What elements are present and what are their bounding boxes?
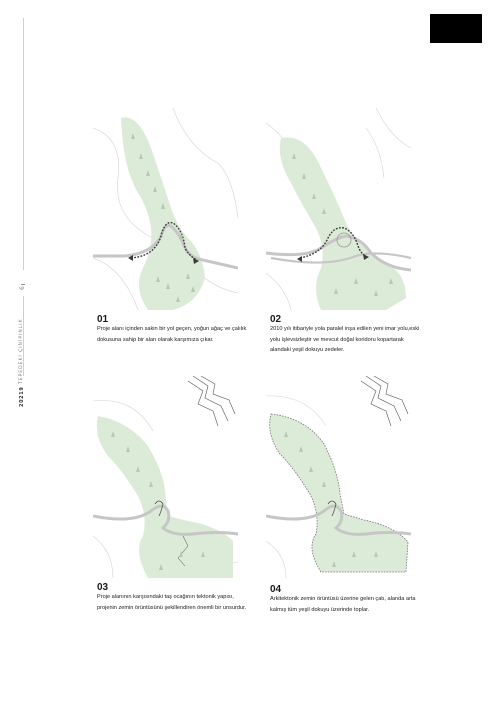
side-title: TEPEDEKİ ÇINİPINLIK: [19, 318, 24, 384]
map-panel-3: [93, 376, 238, 578]
page-number: 6: [19, 285, 26, 290]
map-panel-4: [266, 376, 411, 578]
panel-number-2: 02: [270, 314, 282, 325]
map-panel-2: [266, 108, 411, 310]
panel-caption-4: Arkitektonik zemin örüntüsü üzerine gelen çatı, alanda arta kalmış tüm yeşil dokuyu üzerinde toplar.: [270, 596, 416, 613]
section-tab: [430, 14, 482, 43]
side-code: 20219: [19, 386, 25, 407]
panel-caption-2: 2010 yılı itibariyle yola paralel inşa edilen yeni imar yolu,eski yolu işlevsizleştir ve mevcut doğal koridoru kopartarak alandaki yeşil dokuyu zedeler.: [270, 326, 420, 353]
panel-caption-3: Proje alanının karşısındaki taş ocağının tektonik yapısı, projenin zemin örüntüsünü şekillendiren önemli bir unsurdur.: [97, 594, 247, 611]
map-panel-1: [93, 108, 238, 310]
panel-caption-1: Proje alanı içinden sakin bir yol geçen, yoğun ağaç ve çalılık dokusuna sahip bir alan olarak karşımıza çıkar.: [97, 326, 247, 343]
side-rule-top: [23, 18, 24, 270]
panel-number-4: 04: [270, 584, 282, 595]
panel-number-3: 03: [97, 582, 109, 593]
panel-number-1: 01: [97, 314, 109, 325]
